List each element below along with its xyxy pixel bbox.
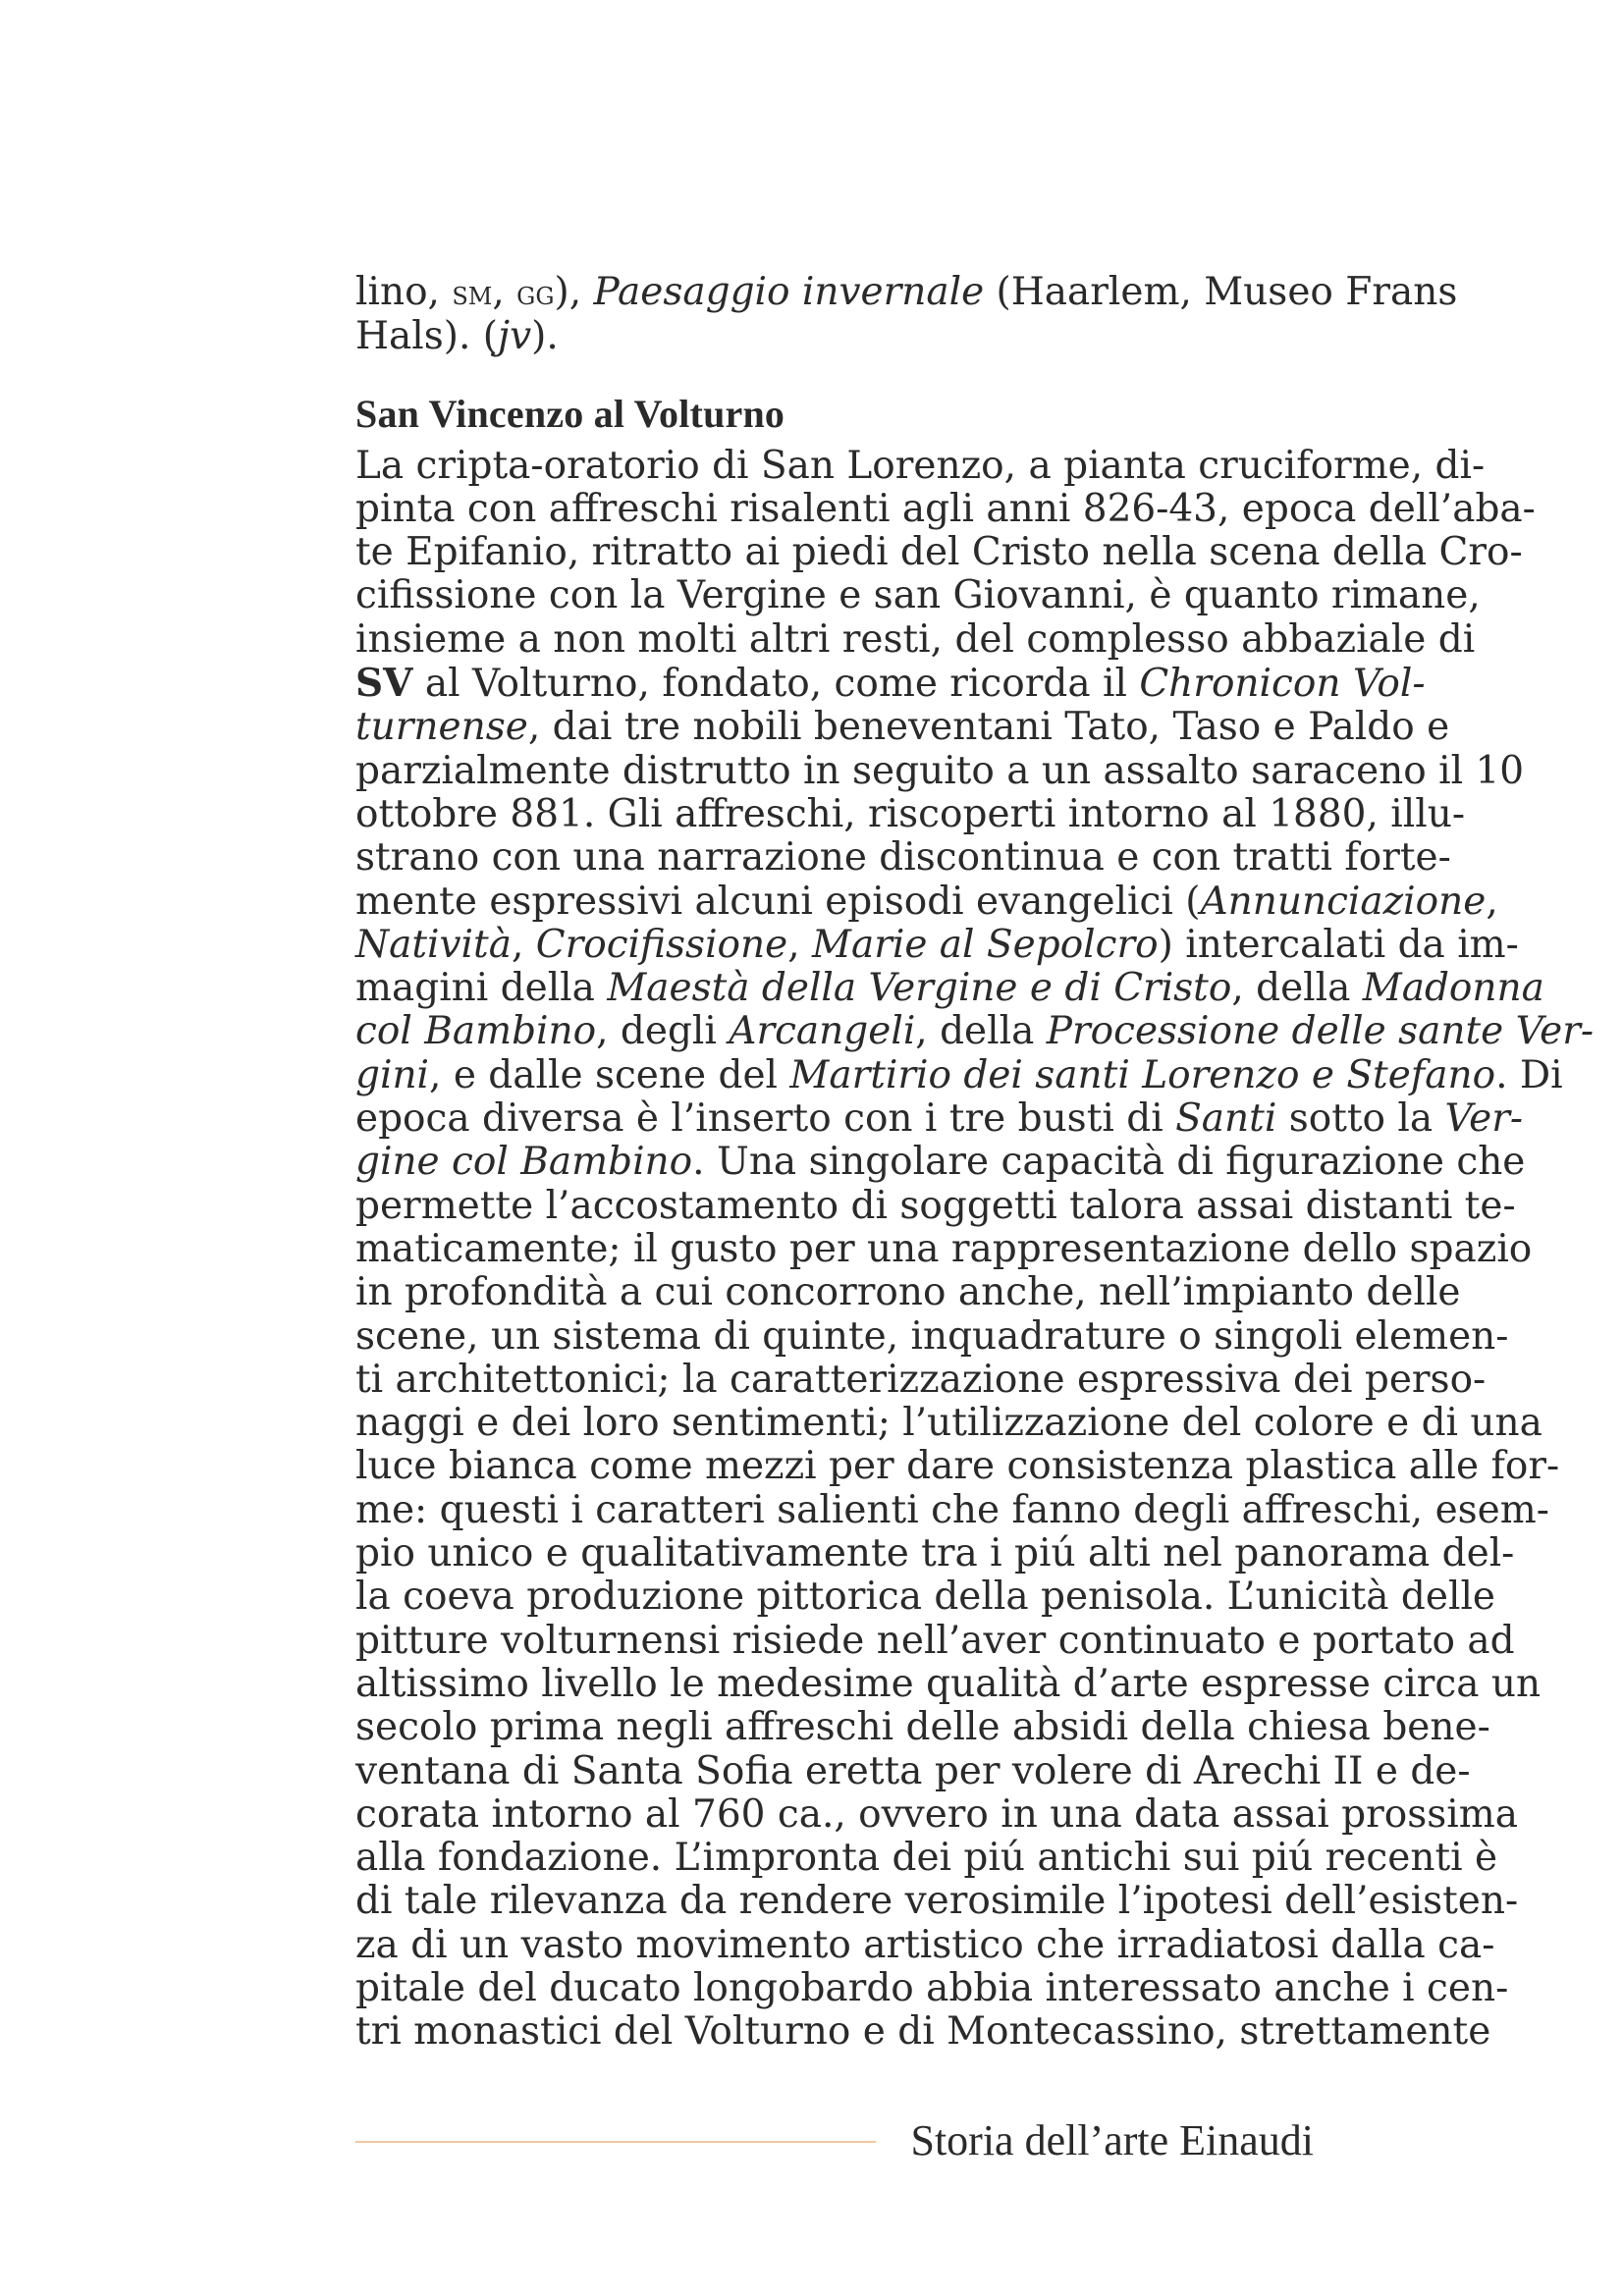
body-line: maticamente; il gusto per una rappresentazione dello spazio — [355, 1226, 1533, 1271]
artwork-title: Paesaggio invernale — [593, 270, 985, 314]
body-line: strano con una narrazione discontinua e con tratti forte- — [355, 835, 1451, 881]
body-line: me: questi i caratteri salienti che fanno degli affreschi, esem- — [355, 1487, 1549, 1532]
author-initials-gg: gg — [516, 274, 555, 313]
body-line: naggi e dei loro sentimenti; l’utilizzazione del colore e di una — [355, 1401, 1542, 1446]
footer-series-title: Storia dell’arte Einaudi — [910, 2116, 1314, 2164]
body-line: in profondità a cui concorrono anche, nell’impianto delle — [355, 1270, 1461, 1315]
body-line: alla fondazione. L’impronta dei piú antichi sui piú recenti è — [355, 1836, 1498, 1881]
body-line: di tale rilevanza da rendere verosimile l’ipotesi dell’esisten- — [355, 1879, 1519, 1924]
body-line: ottobre 881. Gli affreschi, riscoperti intorno al 1880, illu- — [355, 791, 1465, 836]
body-line: pio unico e qualitativamente tra i piú alti nel panorama del- — [355, 1531, 1515, 1576]
continuation-line-2: Hals). (jv). — [355, 314, 559, 359]
body-line: epoca diversa è l’inserto con i tre busti di Santi sotto la Ver- — [355, 1096, 1524, 1142]
body-line: col Bambino, degli Arcangeli, della Processione delle sante Ver- — [355, 1009, 1595, 1054]
body-line: ti architettonici; la caratterizzazione espressiva dei perso- — [355, 1357, 1487, 1402]
body-line: La cripta-oratorio di San Lorenzo, a pianta cruciforme, di- — [355, 443, 1486, 488]
body-line: SV al Volturno, fondato, come ricorda il Chronicon Vol- — [355, 661, 1426, 707]
body-line: luce bianca come mezzi per dare consistenza plastica alle for- — [355, 1444, 1560, 1489]
body-line: za di un vasto movimento artistico che irradiatosi dalla ca- — [355, 1922, 1495, 1967]
body-line: mente espressivi alcuni episodi evangelici (Annunciazione, — [355, 879, 1498, 924]
body-line: altissimo livello le medesime qualità d’arte espresse circa un — [355, 1661, 1542, 1706]
entry-heading: San Vincenzo al Volturno — [355, 391, 785, 436]
body-line: pitale del ducato longobardo abbia interessato anche i cen- — [355, 1965, 1509, 2010]
body-line: pinta con affreschi risalenti agli anni 826-43, epoca dell’aba- — [355, 486, 1536, 531]
body-line: ventana di Santa Sofia eretta per volere di Arechi II e de- — [355, 1748, 1471, 1793]
body-line: gine col Bambino. Una singolare capacità di figurazione che — [355, 1140, 1526, 1185]
body-line: corata intorno al 760 ca., ovvero in una data assai prossima — [355, 1791, 1518, 1837]
body-line: cifissione con la Vergine e san Giovanni, è quanto rimane, — [355, 573, 1481, 618]
body-line: insieme a non molti altri resti, del complesso abbaziale di — [355, 616, 1476, 662]
page-body — [355, 270, 1595, 2055]
body-line: secolo prima negli affreschi delle absidi della chiesa bene- — [355, 1705, 1490, 1750]
body-line: scene, un sistema di quinte, inquadrature o singoli elemen- — [355, 1313, 1509, 1359]
body-line: la coeva produzione pittorica della penisola. L’unicità delle — [355, 1575, 1495, 1620]
continuation-line-1: lino, sm, gg), Paesaggio invernale (Haarlem, Museo Frans — [355, 270, 1458, 314]
footer-rule — [355, 2141, 876, 2143]
body-line: te Epifanio, ritratto ai piedi del Cristo nella scena della Cro- — [355, 530, 1523, 575]
body-line: tri monastici del Volturno e di Montecassino, strettamente — [355, 2009, 1491, 2055]
body-line: magini della Maestà della Vergine e di Cristo, della Madonna — [355, 966, 1544, 1011]
body-line: turnense, dai tre nobili beneventani Tato, Taso e Paldo e — [355, 705, 1450, 750]
body-line: gini, e dalle scene del Martirio dei santi Lorenzo e Stefano. Di — [355, 1052, 1563, 1097]
body-line: pitture volturnensi risiede nell’aver continuato e portato ad — [355, 1618, 1515, 1663]
author-signature: jv — [497, 314, 532, 359]
body-line: parzialmente distrutto in seguito a un assalto saraceno il 10 — [355, 748, 1525, 793]
author-initials-sm: sm — [452, 274, 493, 313]
body-line: permette l’accostamento di soggetti talora assai distanti te- — [355, 1183, 1516, 1228]
entry-body — [355, 443, 1595, 2055]
body-line: Natività, Crocifissione, Marie al Sepolcro) intercalati da im- — [355, 922, 1519, 967]
sv-abbrev: SV — [355, 661, 413, 707]
